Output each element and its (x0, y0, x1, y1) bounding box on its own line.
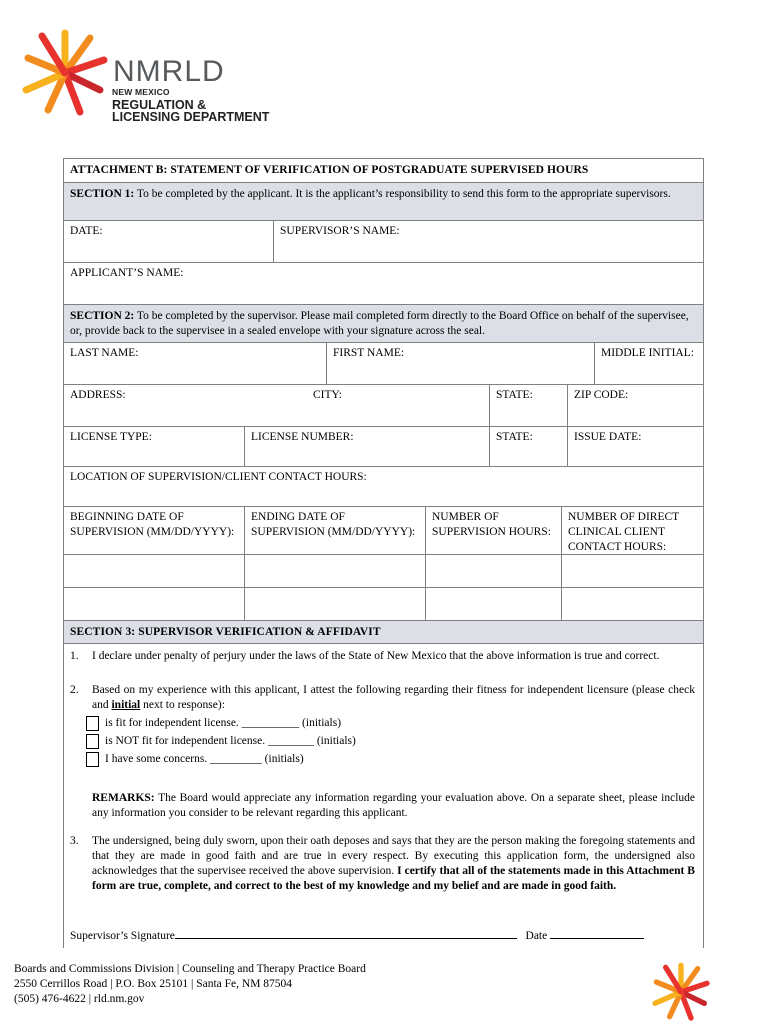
zip-code-field[interactable] (567, 385, 703, 426)
license-state-field[interactable] (489, 427, 567, 466)
col-direct-hours: NUMBER OF DIRECT CLINICAL CLIENT CONTACT HOURS: (561, 507, 703, 554)
license-type-field[interactable] (64, 427, 244, 466)
zip-code-label: ZIP CODE: (574, 389, 629, 401)
address-row (64, 385, 703, 427)
brand-sub-2: REGULATION & (112, 98, 207, 112)
col-supervision-hours: NUMBER OF SUPERVISION HOURS: (425, 507, 561, 554)
affidavit-item-1: 1. I declare under penalty of perjury under the laws of the State of New Mexico that the above information is true and correct. (70, 650, 660, 662)
supervisor-name-label: SUPERVISOR’S NAME: (280, 225, 400, 237)
hours-entry-row (64, 588, 703, 621)
issue-date-label: ISSUE DATE: (574, 431, 642, 443)
begin-date-input[interactable] (64, 555, 244, 587)
date-field[interactable] (64, 221, 273, 262)
nmrld-logo (20, 28, 270, 128)
license-type-label: LICENSE TYPE: (70, 431, 152, 443)
last-name-label: LAST NAME: (70, 347, 139, 359)
signature-label: Supervisor’s Signature (70, 930, 175, 942)
section1-header (64, 183, 703, 221)
begin-date-input[interactable] (64, 588, 244, 620)
form-title-row (64, 159, 703, 183)
state-label: STATE: (496, 389, 533, 401)
end-date-input[interactable] (244, 588, 425, 620)
starburst-logo-icon (648, 962, 714, 1022)
first-name-field[interactable] (326, 343, 594, 384)
affidavit-item-3: 3. The undersigned, being duly sworn, upon their oath deposes and says that they are the person making the foregoing statements and that they are made in good faith and are true in every respect. By executing this application form, the undersigned also acknowledges that the supervisee received the above supervision. I certify that all of the statements made in this Attachment B form are true, complete, and correct to the best of my knowledge and my belief and are made in good faith. (70, 835, 695, 892)
brand-sub-1: NEW MEXICO (112, 87, 170, 97)
not-fit-checkbox[interactable] (86, 734, 99, 749)
section3-body (64, 644, 703, 948)
middle-initial-field[interactable] (594, 343, 703, 384)
affidavit-item-2: 2. Based on my experience with this applicant, I attest the following regarding their fitness for independent licensure (please check and initial next to response): (70, 684, 695, 711)
signature-line (70, 927, 644, 944)
footer-line-3: (505) 476-4622 | rld.nm.gov (14, 993, 145, 1005)
applicant-row (64, 263, 703, 305)
starburst-logo-icon (20, 28, 110, 118)
license-state-label: STATE: (496, 431, 533, 443)
first-name-label: FIRST NAME: (333, 347, 405, 359)
col-begin-date: BEGINNING DATE OF SUPERVISION (MM/DD/YYYY): (70, 511, 235, 538)
fit-option-label: is fit for independent license. __________ (initials) (105, 717, 342, 729)
license-row (64, 427, 703, 467)
section3-header (64, 621, 703, 644)
applicant-name-label: APPLICANT’S NAME: (70, 267, 184, 279)
applicant-name-field[interactable] (64, 263, 703, 304)
form-title: ATTACHMENT B: STATEMENT OF VERIFICATION OF POSTGRADUATE SUPERVISED HOURS (70, 164, 589, 176)
middle-initial-label: MIDDLE INITIAL: (601, 347, 694, 359)
fit-checkbox[interactable] (86, 716, 99, 731)
concerns-option-label: I have some concerns. _________ (initials) (105, 753, 304, 765)
hours-entry-row (64, 555, 703, 588)
address-field[interactable] (64, 385, 307, 426)
direct-hours-input[interactable] (561, 588, 703, 620)
location-row (64, 467, 703, 507)
section1-text: To be completed by the applicant. It is the applicant’s responsibility to send this form to the appropriate supervisors. (134, 188, 671, 200)
license-number-field[interactable] (244, 427, 489, 466)
sig-date-label: Date (525, 930, 548, 942)
concerns-checkbox[interactable] (86, 752, 99, 767)
city-label: CITY: (313, 389, 342, 401)
signature-input[interactable] (175, 927, 517, 939)
location-field[interactable] (64, 467, 703, 506)
brand-sub-3: LICENSING DEPARTMENT (112, 110, 270, 124)
hours-header-row (64, 507, 703, 555)
sig-date-input[interactable] (550, 927, 644, 939)
col-end-date: ENDING DATE OF SUPERVISION (MM/DD/YYYY): (244, 507, 425, 554)
attachment-b-form (63, 158, 704, 948)
address-label: ADDRESS: (70, 389, 126, 401)
city-field[interactable] (307, 385, 489, 426)
location-label: LOCATION OF SUPERVISION/CLIENT CONTACT HOURS: (70, 471, 367, 483)
footer-line-1: Boards and Commissions Division | Counseling and Therapy Practice Board (14, 963, 366, 975)
section2-header (64, 305, 703, 343)
supervision-hours-input[interactable] (425, 555, 561, 587)
section3-heading: SECTION 3: SUPERVISOR VERIFICATION & AFFIDAVIT (70, 626, 381, 638)
section2-text: To be completed by the supervisor. Please mail completed form directly to the Board Office on behalf of the supervisee, or, provide back to the supervisee in a sealed envelope with your signature across the seal. (70, 310, 689, 337)
brand-name: NMRLD (113, 55, 225, 88)
section2-heading: SECTION 2: (70, 310, 135, 322)
section1-heading: SECTION 1: (70, 188, 135, 200)
supervisor-name-field[interactable] (273, 221, 703, 262)
state-field[interactable] (489, 385, 567, 426)
remarks-text: REMARKS: The Board would appreciate any information regarding your evaluation above. On a separate sheet, please include any information you consider to be relevant regarding this applicant. (92, 792, 695, 819)
direct-hours-input[interactable] (561, 555, 703, 587)
end-date-input[interactable] (244, 555, 425, 587)
footer-line-2: 2550 Cerrillos Road | P.O. Box 25101 | Santa Fe, NM 87504 (14, 978, 293, 990)
last-name-field[interactable] (64, 343, 326, 384)
issue-date-field[interactable] (567, 427, 703, 466)
supervision-hours-input[interactable] (425, 588, 561, 620)
date-label: DATE: (70, 225, 103, 237)
license-number-label: LICENSE NUMBER: (251, 431, 354, 443)
footer (14, 962, 366, 1007)
date-supervisor-row (64, 221, 703, 263)
not-fit-option-label: is NOT fit for independent license. ________ (initials) (105, 735, 356, 747)
footer-logo (648, 962, 714, 1027)
name-row (64, 343, 703, 385)
